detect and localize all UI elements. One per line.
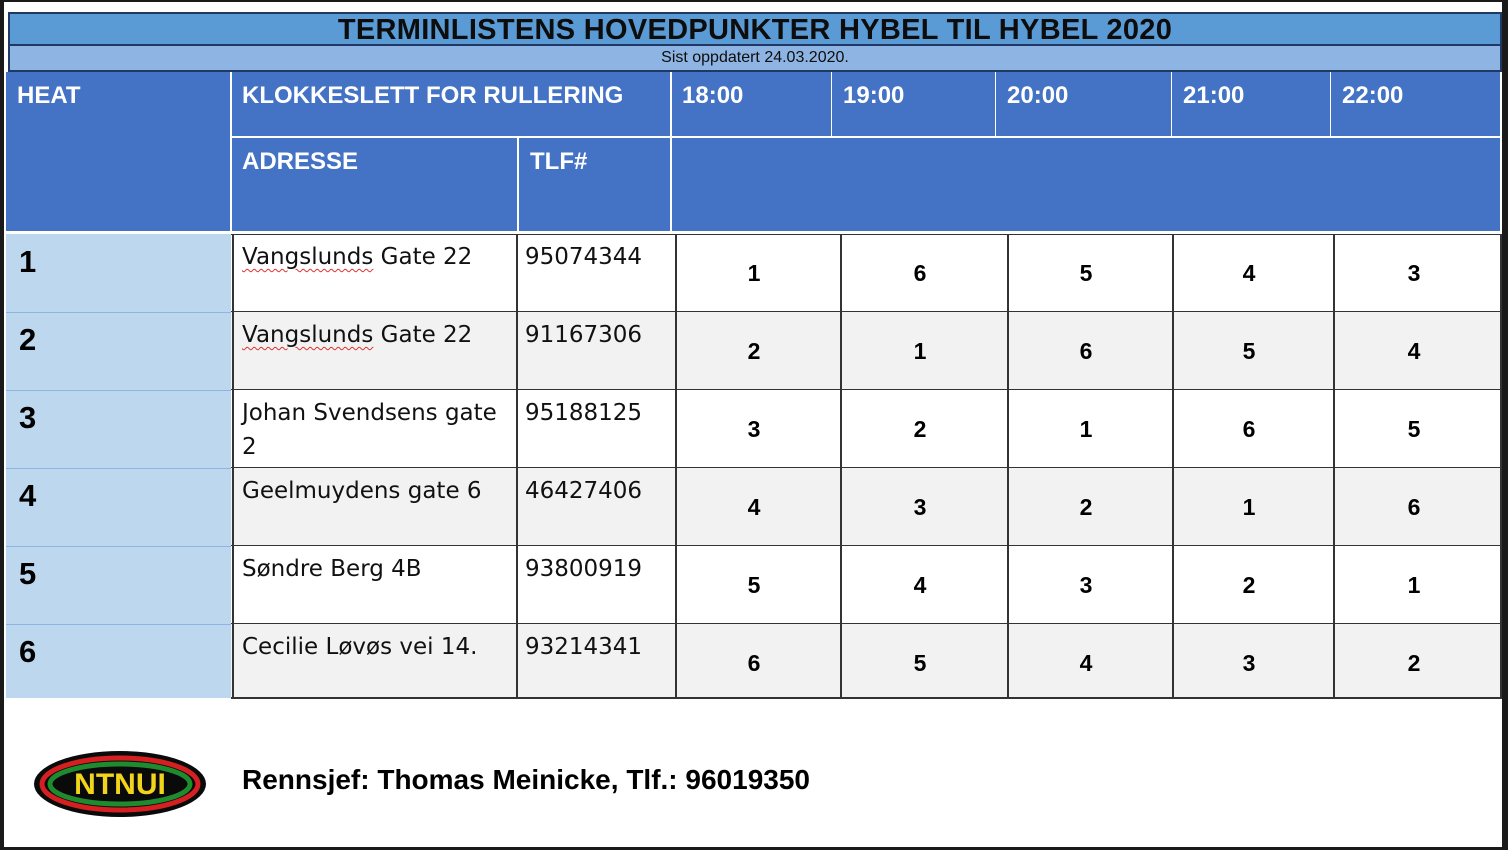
rotation-order-cell: 6 (747, 650, 761, 676)
subtitle-bar (8, 46, 1502, 72)
header-divider (831, 72, 832, 136)
last-updated-text: Sist oppdatert 24.03.2020. (661, 49, 849, 66)
column-border (840, 234, 842, 698)
heat-cell (6, 546, 231, 624)
heat-separator (6, 546, 231, 547)
title-bar (8, 12, 1502, 46)
rotation-order-cell: 5 (1242, 338, 1256, 364)
phone-cell: 91167306 (525, 322, 643, 348)
address-cell (242, 474, 512, 508)
column-border (1500, 234, 1502, 698)
address-cell (242, 240, 512, 274)
address-word-flagged: Vangslunds (242, 322, 374, 348)
rotation-order-cell: 5 (913, 650, 927, 676)
address-line-1: Geelmuydens gate 6 (242, 478, 482, 504)
address-word: Cecilie (242, 634, 326, 660)
address-line-1: Søndre Berg 4B (242, 556, 422, 582)
column-border (516, 234, 518, 698)
header-divider (231, 136, 1502, 138)
header-adresse: ADRESSE (242, 148, 359, 175)
heat-number: 3 (19, 400, 37, 435)
phone-cell: 46427406 (525, 478, 643, 504)
heat-number: 5 (19, 556, 37, 591)
rotation-order-cell: 4 (1079, 650, 1093, 676)
column-border (1333, 234, 1335, 698)
rotation-order-cell: 3 (747, 416, 761, 442)
heat-separator (6, 624, 231, 625)
heat-cell (6, 312, 231, 390)
rotation-order-cell: 4 (1242, 260, 1256, 286)
header-divider (517, 136, 519, 233)
header-time-5: 22:00 (1342, 82, 1404, 109)
rotation-order-cell: 1 (913, 338, 927, 364)
page-title: TERMINLISTENS HOVEDPUNKTER HYBEL TIL HYBEL 2020 (337, 14, 1173, 46)
header-divider (1171, 72, 1172, 136)
address-rest: Løvøs vei 14. (325, 634, 478, 660)
rotation-order-cell: 2 (747, 338, 761, 364)
rotation-order-cell: 5 (747, 572, 761, 598)
address-rest: Gate 22 (373, 322, 473, 348)
address-cell (242, 318, 512, 352)
rotation-order-cell: 3 (1242, 650, 1256, 676)
rotation-order-cell: 4 (1407, 338, 1421, 364)
header-divider (670, 72, 672, 233)
rotation-order-cell: 2 (1242, 572, 1256, 598)
address-rest: Gate 22 (373, 244, 473, 270)
heat-number: 4 (19, 478, 37, 513)
rotation-order-cell: 5 (1407, 416, 1421, 442)
rotation-order-cell: 2 (1079, 494, 1093, 520)
heat-number: 1 (19, 244, 37, 279)
heat-number: 6 (19, 634, 37, 669)
address-cell (242, 630, 512, 664)
rotation-order-cell: 6 (1242, 416, 1256, 442)
column-border (232, 234, 234, 698)
header-time-4: 21:00 (1183, 82, 1245, 109)
document-sheet (4, 2, 1502, 847)
rotation-order-cell: 3 (1407, 260, 1421, 286)
header-time-2: 19:00 (843, 82, 905, 109)
column-border (1172, 234, 1174, 698)
rotation-order-cell: 6 (913, 260, 927, 286)
phone-cell: 95188125 (525, 400, 643, 426)
header-divider (995, 72, 996, 136)
heat-number: 2 (19, 322, 37, 357)
heat-cell (6, 234, 231, 312)
rotation-order-cell: 4 (747, 494, 761, 520)
heat-cell (6, 390, 231, 468)
header-tlf: TLF# (530, 148, 588, 175)
rotation-order-cell: 1 (1407, 572, 1421, 598)
column-border (675, 234, 677, 698)
rotation-order-cell: 4 (913, 572, 927, 598)
rotation-order-cell: 3 (913, 494, 927, 520)
rotation-order-cell: 5 (1079, 260, 1093, 286)
row-border (231, 697, 1502, 699)
heat-separator (6, 468, 231, 469)
rotation-order-cell: 1 (1079, 416, 1093, 442)
rotation-order-cell: 2 (913, 416, 927, 442)
heat-cell (6, 624, 231, 698)
rotation-order-cell: 2 (1407, 650, 1421, 676)
footer-contact: Rennsjef: Thomas Meinicke, Tlf.: 96019350 (242, 764, 810, 795)
heat-separator (6, 390, 231, 391)
heat-cell (6, 468, 231, 546)
header-klokkeslett: KLOKKESLETT FOR RULLERING (242, 82, 624, 109)
address-cell (242, 552, 512, 586)
address-line-2: 2 (242, 434, 257, 460)
address-cell (242, 396, 512, 464)
phone-cell: 93214341 (525, 634, 643, 660)
rotation-order-cell: 3 (1079, 572, 1093, 598)
header-heat: HEAT (17, 82, 81, 109)
rotation-order-cell: 6 (1079, 338, 1093, 364)
address-word-flagged: Vangslunds (242, 244, 374, 270)
rotation-order-cell: 1 (1242, 494, 1256, 520)
header-time-3: 20:00 (1007, 82, 1069, 109)
address-line-1: Johan Svendsens gate (242, 400, 497, 426)
rotation-order-cell: 1 (747, 260, 761, 286)
column-border (1007, 234, 1009, 698)
header-divider (1330, 72, 1331, 136)
phone-cell: 95074344 (525, 244, 643, 270)
heat-separator (6, 312, 231, 313)
header-divider (230, 72, 232, 233)
phone-cell: 93800919 (525, 556, 643, 582)
header-time-1: 18:00 (682, 82, 744, 109)
row-border (231, 234, 1502, 235)
ntnui-logo (30, 747, 210, 821)
logo-text: NTNUI (74, 768, 166, 801)
rotation-order-cell: 6 (1407, 494, 1421, 520)
